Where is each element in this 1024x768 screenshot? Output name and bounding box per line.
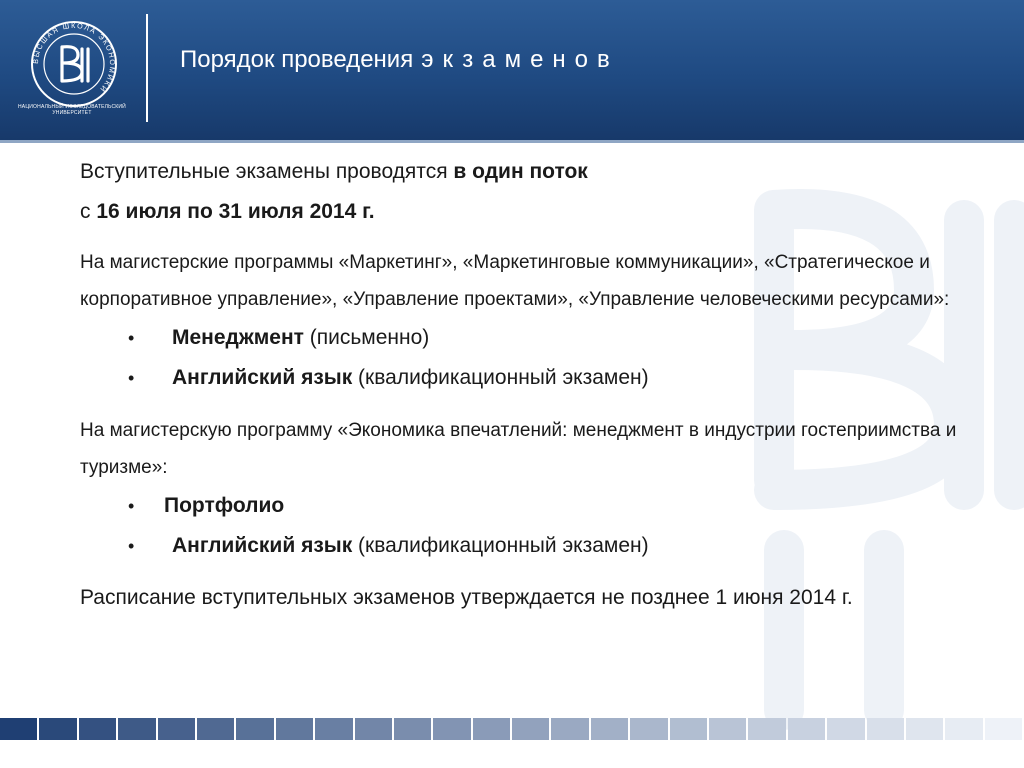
footer-bar-segment bbox=[315, 718, 352, 740]
section2-text: На магистерскую программу «Экономика впечатлений: менеджмент в индустрии гостеприимства и туризме»: bbox=[80, 420, 957, 478]
footer-bar-segment bbox=[512, 718, 549, 740]
item-bold: Менеджмент bbox=[172, 326, 304, 349]
footer-bar-segment bbox=[985, 718, 1022, 740]
item-bold: Английский язык bbox=[172, 366, 353, 389]
footer-bar-segment bbox=[473, 718, 510, 740]
footer-bar-segment bbox=[709, 718, 746, 740]
footer-bar-segment bbox=[0, 718, 37, 740]
bullet-icon: • bbox=[128, 496, 135, 516]
footer-bar-segment bbox=[670, 718, 707, 740]
footer-bar-segment bbox=[158, 718, 195, 740]
footer-bar-segment bbox=[39, 718, 76, 740]
section1-list bbox=[80, 318, 960, 398]
intro-line1 bbox=[80, 152, 960, 192]
svg-text:ВЫСШАЯ ШКОЛА ЭКОНОМИКИ bbox=[31, 21, 117, 95]
bullet-icon: • bbox=[128, 328, 135, 348]
item-rest: (письменно) bbox=[303, 326, 430, 349]
logo-caption-line2: УНИВЕРСИТЕТ bbox=[52, 110, 92, 116]
page-title bbox=[180, 46, 619, 74]
footer-bar-segment bbox=[79, 718, 116, 740]
footer-bar-segment bbox=[551, 718, 588, 740]
footer-bar-segment bbox=[630, 718, 667, 740]
item-rest: (квалификационный экзамен) bbox=[352, 366, 649, 389]
intro-text-2: с bbox=[80, 200, 97, 223]
intro-bold-2: 16 июля по 31 июля 2014 г. bbox=[96, 200, 375, 223]
main-content bbox=[80, 152, 960, 618]
list-item bbox=[80, 318, 960, 358]
logo-ring-text: ВЫСШАЯ ШКОЛА ЭКОНОМИКИ bbox=[30, 20, 118, 95]
list-item bbox=[80, 526, 960, 566]
list-item bbox=[80, 486, 960, 526]
intro-text-1: Вступительные экзамены проводятся bbox=[80, 160, 454, 183]
intro-bold-1: в один поток bbox=[453, 160, 588, 183]
footer-bar-segment bbox=[867, 718, 904, 740]
item-rest: (квалификационный экзамен) bbox=[352, 534, 649, 557]
header-underline bbox=[0, 140, 1024, 143]
list-item bbox=[80, 358, 960, 398]
title-main: Порядок проведения bbox=[180, 46, 414, 73]
footer-bar-segment bbox=[748, 718, 785, 740]
footer-bar-segment bbox=[433, 718, 470, 740]
title-spaced: экзаменов bbox=[421, 46, 619, 73]
logo-caption bbox=[10, 104, 134, 116]
footer-gradient-bar bbox=[0, 718, 1024, 740]
footer-bar-segment bbox=[197, 718, 234, 740]
footer-bar-segment bbox=[591, 718, 628, 740]
footer-bar-segment bbox=[906, 718, 943, 740]
footer-bar-segment bbox=[945, 718, 982, 740]
logo-caption-line1: НАЦИОНАЛЬНЫЙ ИССЛЕДОВАТЕЛЬСКИЙ bbox=[18, 104, 126, 110]
section2-list bbox=[80, 486, 960, 566]
section1-text: На магистерские программы «Маркетинг», «Маркетинговые коммуникации», «Стратегическое и корпоративное управление», «Управление проектами», «Управление человеческими ресурсами»: bbox=[80, 252, 950, 310]
footer-bar-segment bbox=[236, 718, 273, 740]
item-bold: Портфолио bbox=[164, 494, 285, 517]
intro-line2 bbox=[80, 192, 960, 232]
footer-bar-segment bbox=[276, 718, 313, 740]
footer-bar-segment bbox=[788, 718, 825, 740]
footer-bar-segment bbox=[118, 718, 155, 740]
header-banner bbox=[0, 0, 1024, 140]
footer-bar-segment bbox=[827, 718, 864, 740]
schedule-note: Расписание вступительных экзаменов утверждается не позднее 1 июня 2014 г. bbox=[80, 586, 853, 609]
footer-bar-segment bbox=[394, 718, 431, 740]
bullet-icon: • bbox=[128, 368, 135, 388]
item-bold: Английский язык bbox=[172, 534, 353, 557]
footer-bar-segment bbox=[355, 718, 392, 740]
header-divider bbox=[146, 14, 148, 122]
bullet-icon: • bbox=[128, 536, 135, 556]
